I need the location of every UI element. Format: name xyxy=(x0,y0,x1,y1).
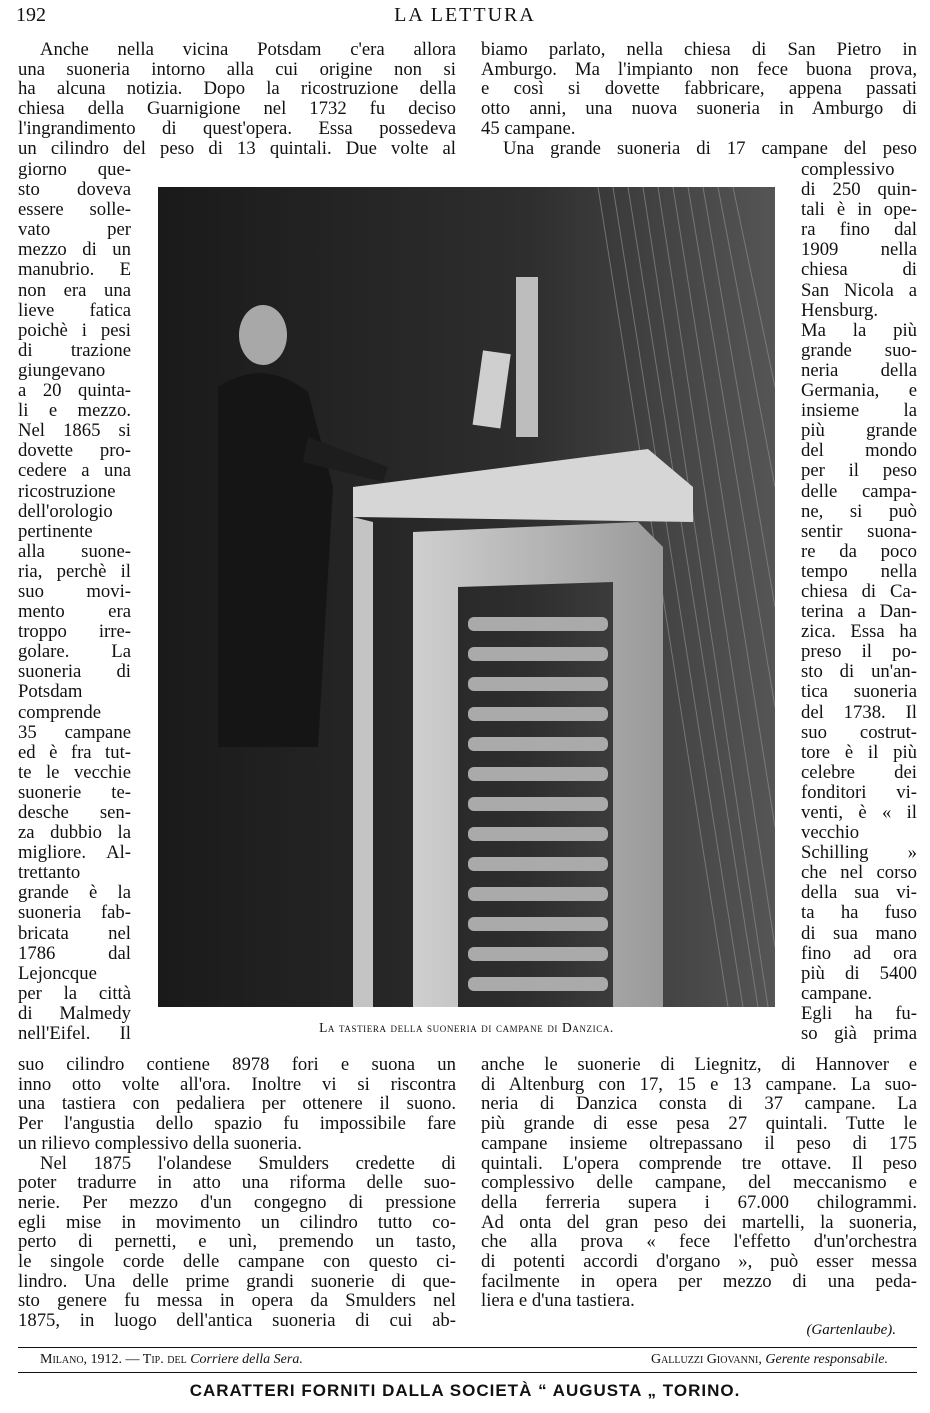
text-line: Hensburg. xyxy=(801,299,878,321)
text-line: insieme la xyxy=(801,400,917,422)
text-line: migliore. Al- xyxy=(18,842,131,864)
left-column-top-text xyxy=(18,40,456,158)
text-line: dell'orologio xyxy=(18,500,113,522)
text-line: sto doveva xyxy=(18,179,131,201)
text-line: tore è il più xyxy=(801,741,917,763)
text-line: Per l'angustia dello spazio fu impossibile fare xyxy=(18,1113,456,1135)
text-line: per il peso xyxy=(801,460,917,482)
text-line: Ma la più xyxy=(801,319,917,341)
text-line: Schilling » xyxy=(801,842,917,864)
text-line: Potsdam xyxy=(18,681,83,703)
text-line: campane. xyxy=(801,982,873,1004)
text-line: inno otto volte all'ora. Inoltre vi si riscontra xyxy=(18,1073,456,1095)
text-line: suoneria fab- xyxy=(18,902,131,924)
text-line: tempo nella xyxy=(801,560,917,582)
text-line: che alla prova « fece l'effetto d'un'orchestra xyxy=(481,1231,917,1253)
left-column-narrow-text xyxy=(18,160,131,1044)
text-line: un cilindro del peso di 13 quintali. Due volte al xyxy=(18,137,456,159)
text-line: a 20 quinta- xyxy=(18,380,131,402)
text-line: Egli ha fu- xyxy=(801,1002,917,1024)
paragraph xyxy=(481,139,917,159)
text-line: tali è in ope- xyxy=(801,199,917,221)
text-line: mento era xyxy=(18,601,131,623)
right-column-top-text xyxy=(481,40,917,158)
text-line: li e mezzo. xyxy=(18,400,131,422)
text-line: ricostruzione xyxy=(18,480,116,502)
text-line: sto di un'an- xyxy=(801,661,917,683)
text-line: campane insieme oltrepassano il peso di 175 xyxy=(481,1132,917,1154)
text-line: sentir suona- xyxy=(801,520,917,542)
text-line: troppo irre- xyxy=(18,621,131,643)
paragraph xyxy=(18,1154,456,1331)
text-line: vecchio xyxy=(801,822,860,844)
text-line: poter tradurre in atto una riforma delle suo- xyxy=(18,1172,456,1194)
text-line: del mondo xyxy=(801,440,917,462)
text-line: ha alcuna notizia. Dopo la ricostruzione della xyxy=(18,78,456,100)
text-line: bricata nel xyxy=(18,922,131,944)
text-line: della sua vi- xyxy=(801,882,917,904)
text-line: 45 campane. xyxy=(481,117,576,139)
text-line: re da poco xyxy=(801,540,917,562)
text-line: di 250 quin- xyxy=(801,179,917,201)
text-line: più grande xyxy=(801,420,917,442)
text-line: fonditori vi- xyxy=(801,781,917,803)
footer-printer xyxy=(40,1352,303,1368)
text-line: poichè i pesi xyxy=(18,319,131,341)
text-line: grande suo- xyxy=(801,339,917,361)
text-line: perto di pernetti, e unì, premendo un tasto, xyxy=(18,1231,456,1253)
text-line: complessivo xyxy=(801,159,895,180)
page-number: 192 xyxy=(16,4,46,26)
text-line: biamo parlato, nella chiesa di San Pietro in xyxy=(481,39,917,60)
footer-rule-top xyxy=(18,1347,917,1348)
text-line: manubrio. E xyxy=(18,259,131,281)
text-line: zica. Essa ha xyxy=(801,621,917,643)
footer-manager-name: Galluzzi Giovanni, xyxy=(650,1352,762,1367)
text-line: chiesa di Ca- xyxy=(801,580,917,602)
text-line: ra fino dal xyxy=(801,219,917,241)
text-line: nerie. Per mezzo d'un congegno di pressione xyxy=(18,1191,456,1213)
text-line: celebre dei xyxy=(801,761,917,783)
text-line: suo costrut- xyxy=(801,721,917,743)
text-line: 1909 nella xyxy=(801,239,917,261)
frame-left-post xyxy=(353,517,373,1007)
figure-caption: La tastiera della suoneria di campane di Danzica. xyxy=(319,1020,614,1035)
source-credit: (Gartenlaube). xyxy=(806,1322,896,1338)
text-line: so già prima xyxy=(801,1023,917,1045)
text-line: Ad onta del gran peso dei martelli, la suoneria, xyxy=(481,1211,917,1233)
text-line: za dubbio la xyxy=(18,822,131,844)
text-line: lindro. Una delle prime grandi suonerie di que- xyxy=(18,1270,456,1292)
text-line: venti, è « il xyxy=(801,802,917,823)
text-line: per la città xyxy=(18,982,131,1004)
text-line: pertinente xyxy=(18,520,93,542)
text-line: te le vecchie xyxy=(18,761,131,783)
paragraph xyxy=(481,40,917,139)
text-line: di Altenburg con 17, 15 e 13 campane. La suo- xyxy=(481,1073,917,1095)
paragraph-first-line: Una grande suoneria di 17 campane del peso xyxy=(503,137,917,159)
text-line: Nel 1865 si xyxy=(18,420,131,442)
text-line: Lejoncque xyxy=(18,962,97,984)
text-line: di trazione xyxy=(18,339,131,361)
text-line: comprende xyxy=(18,701,102,723)
text-line: desche sen- xyxy=(18,802,131,823)
text-line: trettanto xyxy=(18,862,81,884)
text-line: ta ha fuso xyxy=(801,902,917,924)
text-line: San Nicola a xyxy=(801,279,917,301)
text-line: otto anni, una nuova suoneria in Amburgo di xyxy=(481,98,917,120)
text-line: nell'Eifel. Il xyxy=(18,1023,131,1045)
text-line: di Malmedy xyxy=(18,1002,131,1024)
text-line: ne, si può xyxy=(801,500,917,522)
text-line: essere solle- xyxy=(18,199,131,221)
text-line: Germania, e xyxy=(801,380,917,402)
text-line: lieve fatica xyxy=(18,299,131,321)
text-line: facilmente in opera per mezzo di una peda- xyxy=(481,1270,917,1292)
text-line: suo cilindro contiene 8978 fori e suona un xyxy=(18,1054,456,1075)
text-line: una tastiera con pedaliera per ottenere il suono. xyxy=(18,1093,456,1115)
footer-rule-bottom xyxy=(18,1372,917,1373)
text-line: 1786 dal xyxy=(18,942,131,964)
text-line: della ferreria supera i 67.000 chilogrammi. xyxy=(481,1191,917,1213)
text-line: 1875, in luogo dell'antica suoneria di cui ab- xyxy=(18,1310,456,1332)
text-line: non era una xyxy=(18,279,131,301)
text-line: neria della xyxy=(801,359,917,381)
text-line: sto genere fu messa in opera da Smulders nel xyxy=(18,1290,456,1312)
text-line: più di 5400 xyxy=(801,962,917,984)
text-line: chiesa della Guarnigione nel 1732 fu deciso xyxy=(18,98,456,120)
text-line: egli mise in movimento un cilindro tutto co- xyxy=(18,1211,456,1233)
text-line: anche le suonerie di Liegnitz, di Hannover e xyxy=(481,1054,917,1075)
text-line: di sua mano xyxy=(801,922,917,944)
text-line: ed è fra tut- xyxy=(18,741,131,763)
text-line: mezzo di un xyxy=(18,239,131,261)
footer-printer-prefix: Milano, 1912. — Tip. del xyxy=(40,1352,187,1367)
left-column-bottom-text xyxy=(18,1055,456,1331)
text-line: cedere a una xyxy=(18,460,131,482)
text-line: dovette pro- xyxy=(18,440,131,462)
footer-manager xyxy=(651,1352,888,1368)
text-line: suoneria di xyxy=(18,661,131,683)
text-line: neria di Danzica consta di 37 campane. La xyxy=(481,1093,917,1115)
text-line: fino ad ora xyxy=(801,942,917,964)
text-line: un rilievo complessivo della suoneria. xyxy=(18,1132,302,1154)
footer-manager-title: Gerente responsabile. xyxy=(765,1352,888,1367)
text-line: vato per xyxy=(18,219,131,241)
type-imprint: CARATTERI FORNITI DALLA SOCIETÀ “ AUGUSTA „ TORINO. xyxy=(189,1381,741,1400)
lamp-post xyxy=(516,277,538,437)
footer-printer-name: Corriere della Sera. xyxy=(190,1352,303,1367)
text-line: Nel 1875 l'olandese Smulders credette di xyxy=(40,1152,456,1174)
text-line: una suoneria intorno alla cui origine non si xyxy=(18,58,456,80)
photograph-illustration xyxy=(158,187,775,1007)
text-line: alla suone- xyxy=(18,540,131,562)
paragraph xyxy=(18,1055,456,1154)
text-line: 35 campane xyxy=(18,721,131,743)
text-line: liera e d'una tastiera. xyxy=(481,1290,635,1312)
text-line: terina a Dan- xyxy=(801,601,917,623)
text-line: delle campa- xyxy=(801,480,917,502)
text-line: preso il po- xyxy=(801,641,917,663)
text-line: giungevano xyxy=(18,359,106,381)
text-line: suo movi- xyxy=(18,580,131,602)
text-line: le singole corde delle campane con questo ci- xyxy=(18,1251,456,1273)
text-line: tica suoneria xyxy=(801,681,917,703)
text-line: l'ingrandimento di quest'opera. Essa possedeva xyxy=(18,117,456,139)
text-line: golare. La xyxy=(18,641,131,663)
text-line: giorno que- xyxy=(18,159,131,180)
text-line: e così si dovette fabbricare, appena passati xyxy=(481,78,917,100)
text-line: ria, perchè il xyxy=(18,560,131,582)
text-line: complessivo delle campane, del meccanismo e xyxy=(481,1172,917,1194)
keyboard-photograph xyxy=(158,187,775,1007)
text-line: che nel corso xyxy=(801,862,917,884)
right-column-narrow-text xyxy=(801,160,917,1044)
running-head: LA LETTURA xyxy=(394,4,536,26)
text-line: Anche nella vicina Potsdam c'era allora xyxy=(40,39,456,60)
text-line: del 1738. Il xyxy=(801,701,917,723)
text-line: Amburgo. Ma l'impianto non fece buona prova, xyxy=(481,58,917,80)
text-line: suonerie te- xyxy=(18,781,131,803)
text-line: quintali. L'opera comprende tre ottave. Il peso xyxy=(481,1152,917,1174)
text-line: chiesa di xyxy=(801,259,917,281)
right-column-bottom-text xyxy=(481,1055,917,1311)
text-line: grande è la xyxy=(18,882,131,904)
text-line: di potenti accordi d'organo », può esser messa xyxy=(481,1251,917,1273)
text-line: più grande di esse pesa 27 quintali. Tutte le xyxy=(481,1113,917,1135)
